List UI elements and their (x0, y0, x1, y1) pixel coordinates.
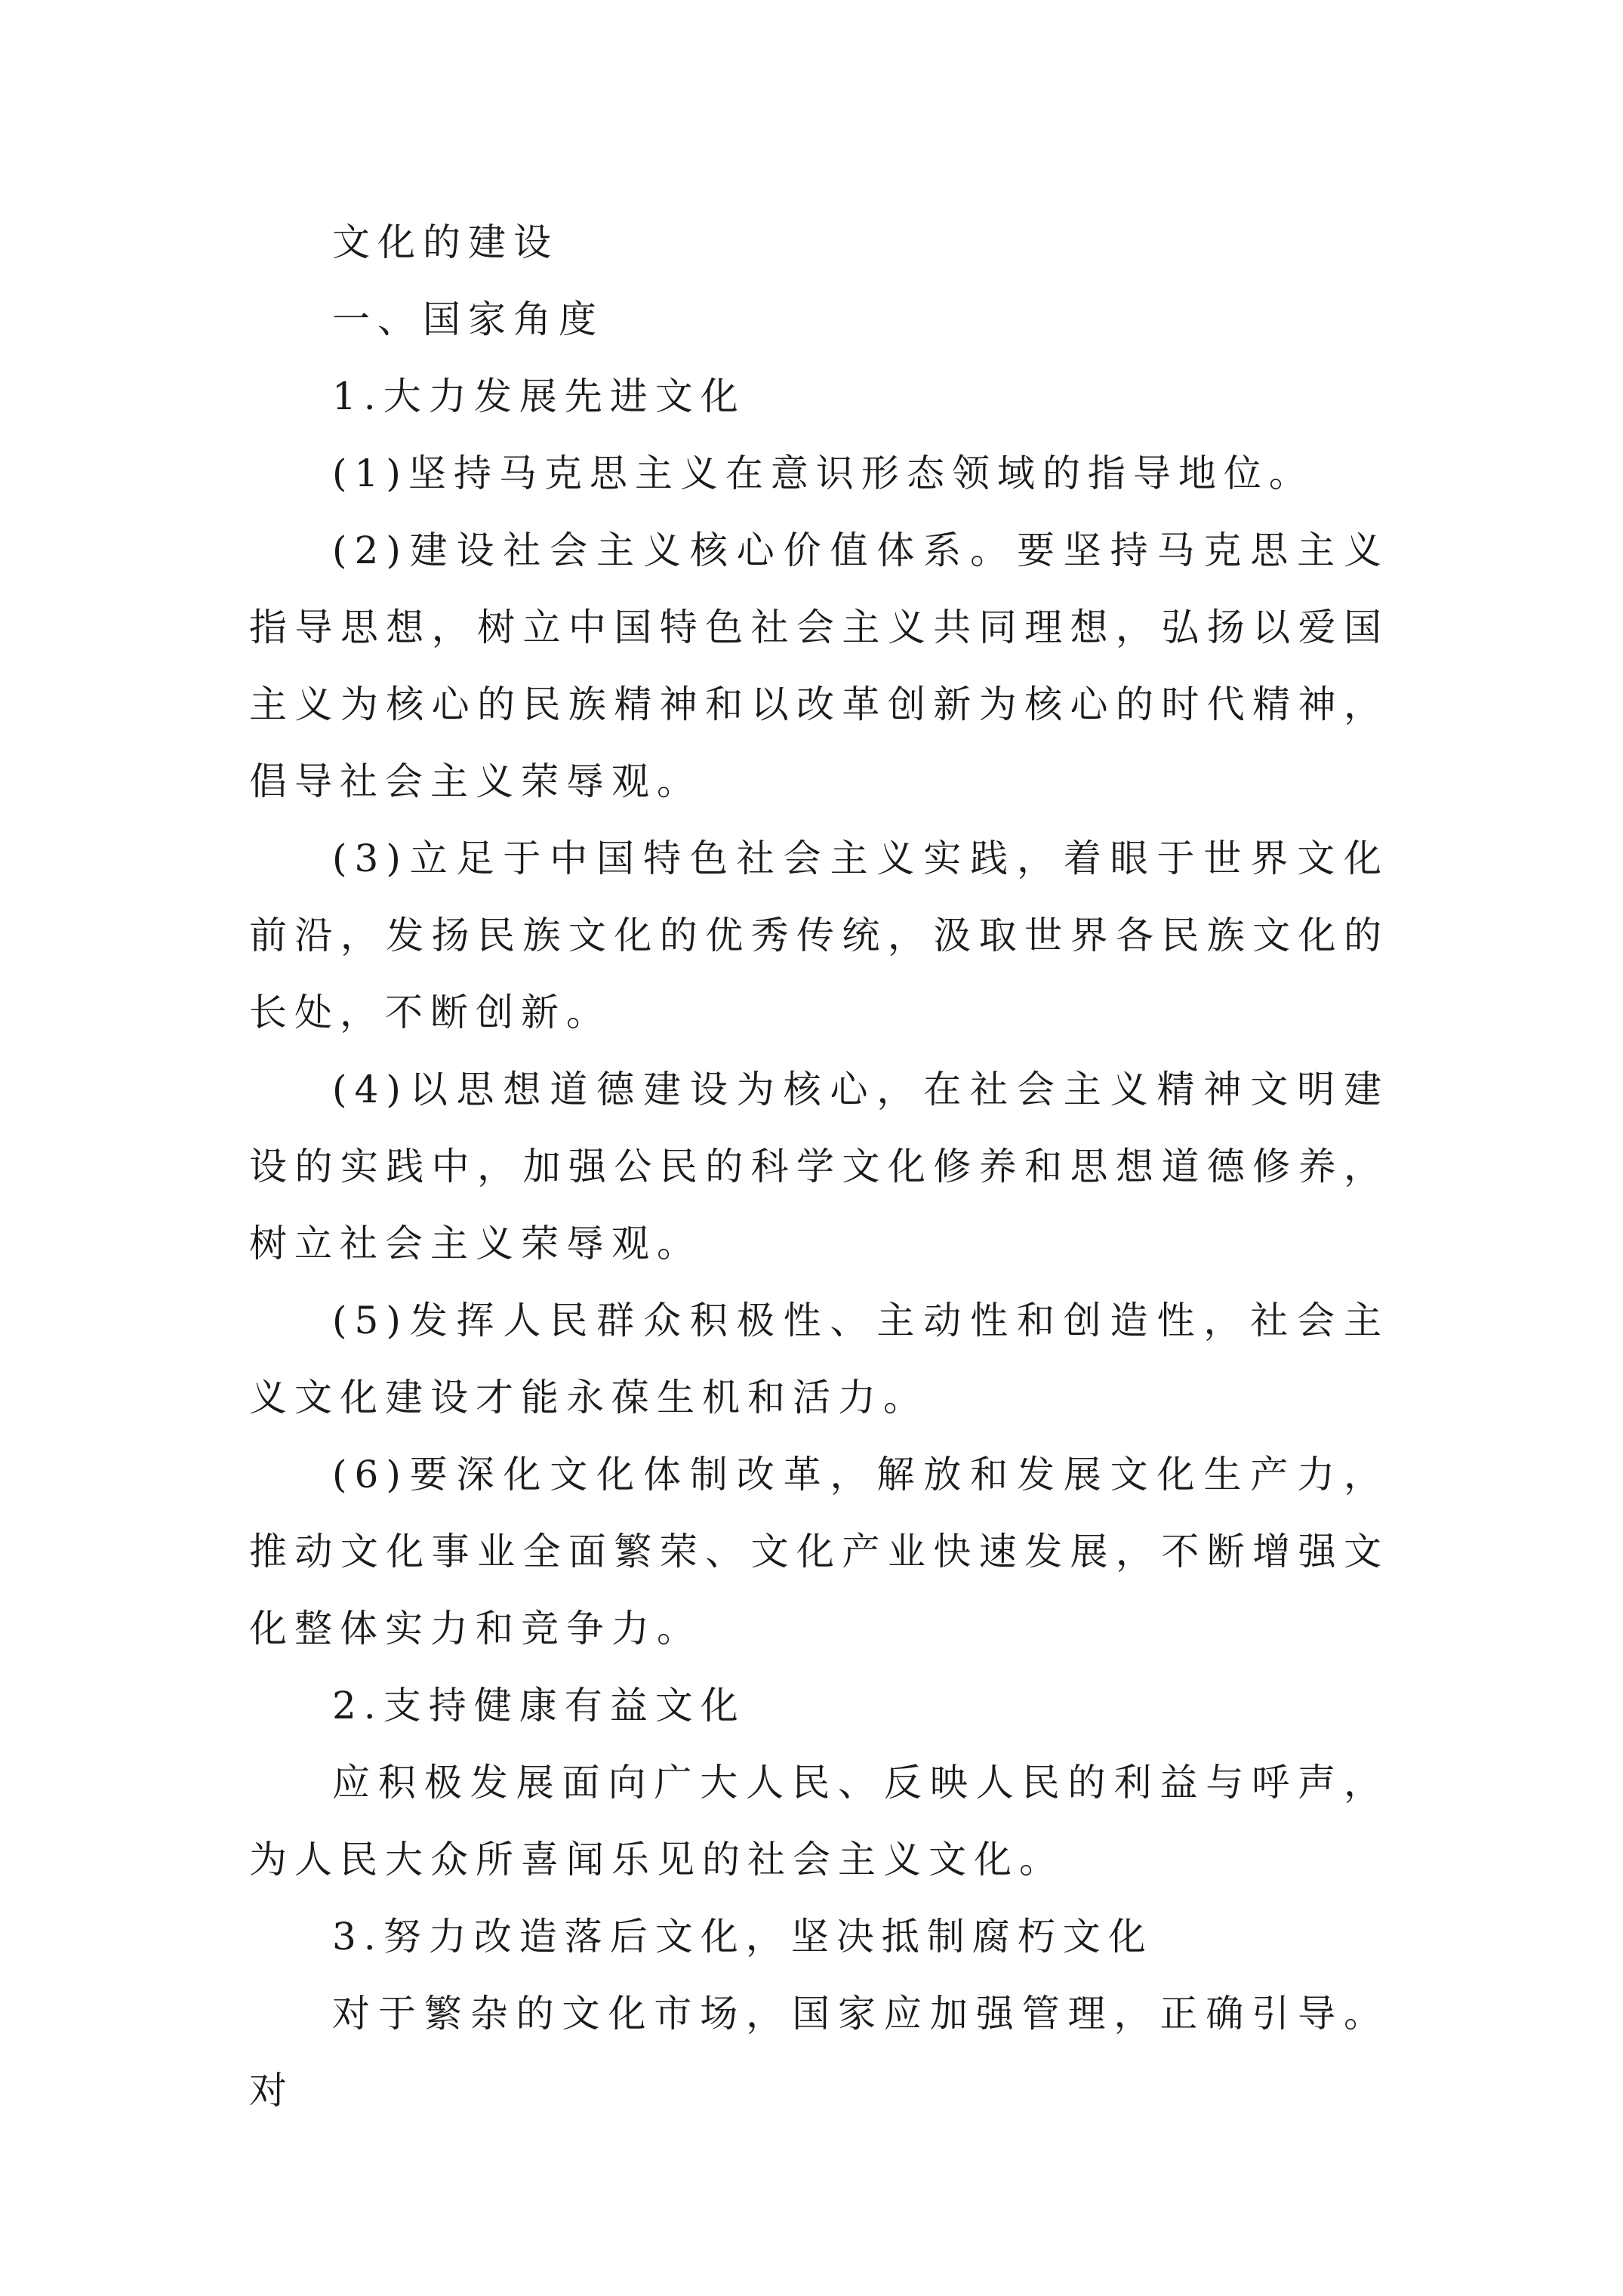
document-title: 文化的建设 (332, 220, 559, 264)
point-3: (3)立足于中国特色社会主义实践，着眼于世界文化前沿，发扬民族文化的优秀传统，汲取世界各民族文化的长处，不断创新。 (249, 837, 1389, 1034)
point-2: (2)建设社会主义核心价值体系。要坚持马克思主义指导思想，树立中国特色社会主义共同理想，弘扬以爱国主义为核心的民族精神和以改革创新为核心的时代精神，倡导社会主义荣辱观。 (249, 529, 1389, 803)
item-heading-1: 1.大力发展先进文化 (332, 374, 746, 418)
point-6: (6)要深化文化体制改革，解放和发展文化生产力，推动文化事业全面繁荣、文化产业快速发展，不断增强文化整体实力和竞争力。 (249, 1453, 1389, 1650)
item-heading-3: 3.努力改造落后文化，坚决抵制腐朽文化 (332, 1915, 1153, 1959)
item-3-text: 对于繁杂的文化市场，国家应加强管理，正确引导。对 (249, 1992, 1389, 2113)
document-body (249, 204, 1389, 2129)
point-4: (4)以思想道德建设为核心，在社会主义精神文明建设的实践中，加强公民的科学文化修养和思想道德修养，树立社会主义荣辱观。 (249, 1068, 1389, 1265)
section-heading: 一、国家角度 (332, 297, 604, 341)
point-5: (5)发挥人民群众积极性、主动性和创造性，社会主义文化建设才能永葆生机和活力。 (249, 1299, 1389, 1419)
item-2-text: 应积极发展面向广大人民、反映人民的利益与呼声，为人民大众所喜闻乐见的社会主义文化。 (249, 1761, 1389, 1881)
item-heading-2: 2.支持健康有益文化 (332, 1684, 746, 1727)
point-1: (1)坚持马克思主义在意识形态领域的指导地位。 (332, 451, 1314, 495)
